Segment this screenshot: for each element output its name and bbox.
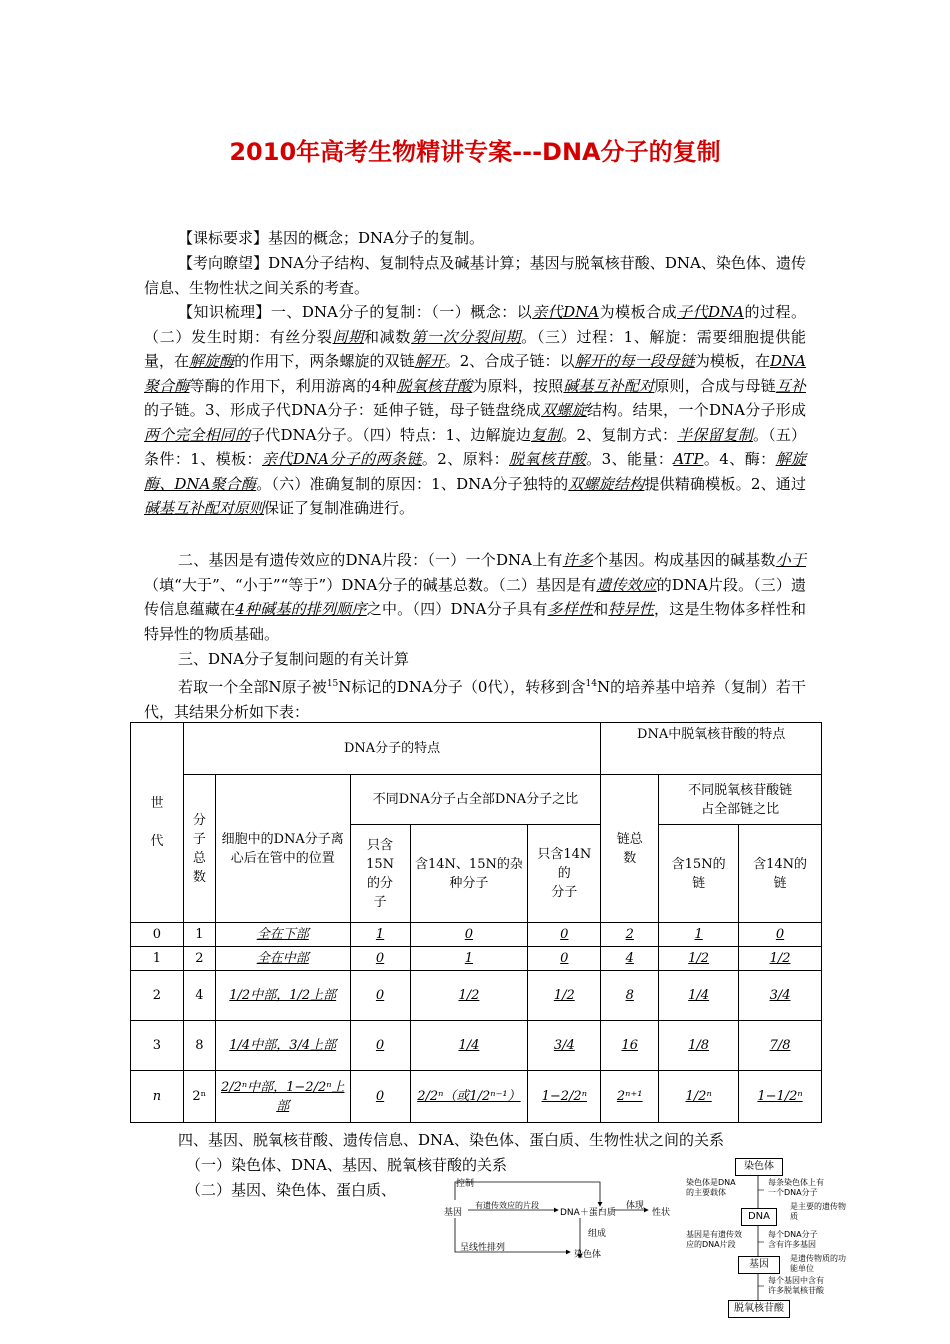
- label-linear: 呈线性排列: [460, 1243, 506, 1253]
- section-heading-relations: 四、基因、脱氧核苷酸、遗传信息、DNA、染色体、蛋白质、生物性状之间的关系: [178, 1131, 724, 1149]
- label-gene: 基因: [444, 1208, 463, 1218]
- cell-total: 2ⁿ: [183, 1071, 215, 1123]
- label-chromosome: 染色体: [574, 1250, 602, 1260]
- cell-total: 8: [183, 1021, 215, 1071]
- cell-c14: 3/4: [739, 971, 822, 1021]
- cell-c15: 1/2: [659, 947, 739, 971]
- label-effect: 有遗传效应的片段: [475, 1201, 539, 1210]
- cell-r15: 0: [350, 947, 410, 971]
- label-embody: 体现: [626, 1201, 645, 1211]
- note-gene-segment: 基因是有遗传效 应的DNA片段: [686, 1230, 742, 1249]
- label-dna-protein: DNA＋蛋白质: [560, 1208, 616, 1218]
- cell-c14: 1−1/2ⁿ: [739, 1071, 822, 1123]
- cell-rh: 1/2: [410, 971, 528, 1021]
- cell-pos: 全在中部: [215, 947, 350, 971]
- table-row: [131, 947, 822, 971]
- label-compose: 组成: [588, 1229, 607, 1239]
- header-chain-ratio: 不同脱氧核苷酸链 占全部链之比: [659, 775, 822, 825]
- cell-pos: 全在下部: [215, 923, 350, 947]
- note-chromosome-carrier: 染色体是DNA 的主要载体: [686, 1178, 736, 1197]
- cell-c14: 7/8: [739, 1021, 822, 1071]
- cell-total: 1: [183, 923, 215, 947]
- header-total-molecules: 分 子 总 数: [183, 775, 215, 923]
- note-main-genetic: 是主要的遗传物 质: [790, 1202, 846, 1221]
- table-row: [131, 971, 822, 1021]
- cell-total: 4: [183, 971, 215, 1021]
- note-many-genes: 每个DNA分子 含有许多基因: [768, 1230, 818, 1249]
- header-only-14n: 只含14N 的 分子: [528, 825, 601, 923]
- cell-gen: 1: [131, 947, 184, 971]
- table-row: [131, 1021, 822, 1071]
- cell-rh: 1: [410, 947, 528, 971]
- cell-pos: 1/2中部，1/2上部: [215, 971, 350, 1021]
- box-gene: 基因: [738, 1256, 780, 1274]
- cell-r14: 0: [528, 947, 601, 971]
- cell-r15: 0: [350, 971, 410, 1021]
- gene-trait-diagram: [440, 1170, 690, 1270]
- cell-chains: 2ⁿ⁺¹: [601, 1071, 659, 1123]
- cell-gen: 3: [131, 1021, 184, 1071]
- section-heading-calc: 三、DNA分子复制问题的有关计算: [178, 650, 409, 668]
- cell-gen: 0: [131, 923, 184, 947]
- subheading-chromosome: （一）染色体、DNA、基因、脱氧核苷酸的关系: [186, 1156, 507, 1174]
- cell-rh: 1/4: [410, 1021, 528, 1071]
- cell-c15: 1/4: [659, 971, 739, 1021]
- header-dna-features: DNA分子的特点: [183, 723, 600, 775]
- replication-table: [130, 722, 822, 1123]
- header-position: 细胞中的DNA分子离 心后在管中的位置: [215, 775, 350, 923]
- cell-r15: 0: [350, 1021, 410, 1071]
- table-row: [131, 923, 822, 947]
- box-nucleotide: 脱氧核苷酸: [728, 1300, 790, 1318]
- cell-c14: 1/2: [739, 947, 822, 971]
- paragraph-outlook: 【考向瞭望】DNA分子结构、复制特点及碱基计算；基因与脱氧核苷酸、DNA、染色体、遗传信息、生物性状之间关系的考查。: [144, 254, 806, 297]
- cell-rh: 0: [410, 923, 528, 947]
- cell-rh: 2/2ⁿ（或1/2ⁿ⁻¹）: [410, 1071, 528, 1123]
- cell-gen: n: [131, 1071, 184, 1123]
- label-control: 控制: [456, 1179, 475, 1189]
- cell-gen: 2: [131, 971, 184, 1021]
- note-many-nucleotides: 每个基因中含有 许多脱氧核苷酸: [768, 1276, 824, 1295]
- cell-chains: 4: [601, 947, 659, 971]
- header-generation: 世 代: [131, 723, 184, 923]
- cell-pos: 2/2ⁿ中部，1−2/2ⁿ上部: [215, 1071, 350, 1123]
- header-chain-15n: 含15N的 链: [659, 825, 739, 923]
- paragraph-knowledge: 【知识梳理】一、DNA分子的复制：（一）概念：以亲代DNA为模板合成子代DNA的过程。（二）发生时期：有丝分裂间期和减数第一次分裂间期。（三）过程：1、解旋：需要细胞提供能量，在解旋酶的作用下，两条螺旋的双链解开。2、合成子链：以解开的每一段母链为模板，在DNA聚合酶等酶的作用下，利用游离的4种脱氧核苷酸为原料，按照碱基互补配对原则，合成与母链互补的子链。3、形成子代DNA分子：延伸子链，母子链盘绕成双螺旋结构。结果，一个DNA分子形成两个完全相同的子代DNA分子。（四）特点：1、边解旋边复制。2、复制方式：半保留复制。（五）条件：1、模板：亲代DNA分子的两条链。2、原料：脱氧核苷酸。3、能量：ATP。4、酶：解旋酶、DNA聚合酶。（六）准确复制的原因：1、DNA分子独特的双螺旋结构提供精确模板。2、通过碱基互补配对原则保证了复制准确进行。: [144, 303, 807, 517]
- header-chain-total: 链总 数: [601, 775, 659, 923]
- cell-pos: 1/4中部，3/4上部: [215, 1021, 350, 1071]
- header-chain-14n: 含14N的 链: [739, 825, 822, 923]
- cell-chains: 8: [601, 971, 659, 1021]
- header-only-15n: 只含 15N 的分 子: [350, 825, 410, 923]
- note-one-dna: 每条染色体上有 一个DNA分子: [768, 1178, 824, 1197]
- paragraph-curriculum: 【课标要求】基因的概念；DNA分子的复制。: [178, 229, 484, 247]
- cell-r14: 1/2: [528, 971, 601, 1021]
- box-chromosome: 染色体: [735, 1158, 783, 1176]
- cell-r15: 1: [350, 923, 410, 947]
- cell-chains: 2: [601, 923, 659, 947]
- paragraph-gene: 二、基因是有遗传效应的DNA片段：（一）一个DNA上有许多个基因。构成基因的碱基数小于（填“大于”、“小于”“等于”）DNA分子的碱基总数。（二）基因是有遗传效应的DNA片段。（三）遗传信息蕴藏在4种碱基的排列顺序之中。（四）DNA分子具有多样性和特异性，这是生物体多样性和特异性的物质基础。: [144, 551, 806, 643]
- cell-c15: 1: [659, 923, 739, 947]
- header-hybrid: 含14N、15N的杂 种分子: [410, 825, 528, 923]
- cell-total: 2: [183, 947, 215, 971]
- box-dna: DNA: [741, 1208, 777, 1226]
- cell-c15: 1/8: [659, 1021, 739, 1071]
- cell-c14: 0: [739, 923, 822, 947]
- cell-r14: 3/4: [528, 1021, 601, 1071]
- note-functional-unit: 是遗传物质的功 能单位: [790, 1254, 846, 1273]
- paragraph-calc-intro: 若取一个全部N原子被$^{15}$N标记的DNA分子（0代），转移到含$^{14}$N的培养基中培养（复制）若干代，其结果分析如下表：: [144, 678, 806, 721]
- page-title: 2010年高考生物精讲专案---DNA分子的复制: [229, 138, 721, 166]
- cell-chains: 16: [601, 1021, 659, 1071]
- header-nucleotide-features: DNA中脱氧核苷酸的特点: [601, 723, 822, 775]
- cell-r14: 0: [528, 923, 601, 947]
- table-row: [131, 1071, 822, 1123]
- header-molecule-ratio: 不同DNA分子占全部DNA分子之比: [350, 775, 601, 825]
- cell-r15: 0: [350, 1071, 410, 1123]
- subheading-gene-protein: （二）基因、染色体、蛋白质、: [186, 1181, 397, 1199]
- cell-c15: 1/2ⁿ: [659, 1071, 739, 1123]
- label-trait: 性状: [652, 1208, 671, 1218]
- cell-r14: 1−2/2ⁿ: [528, 1071, 601, 1123]
